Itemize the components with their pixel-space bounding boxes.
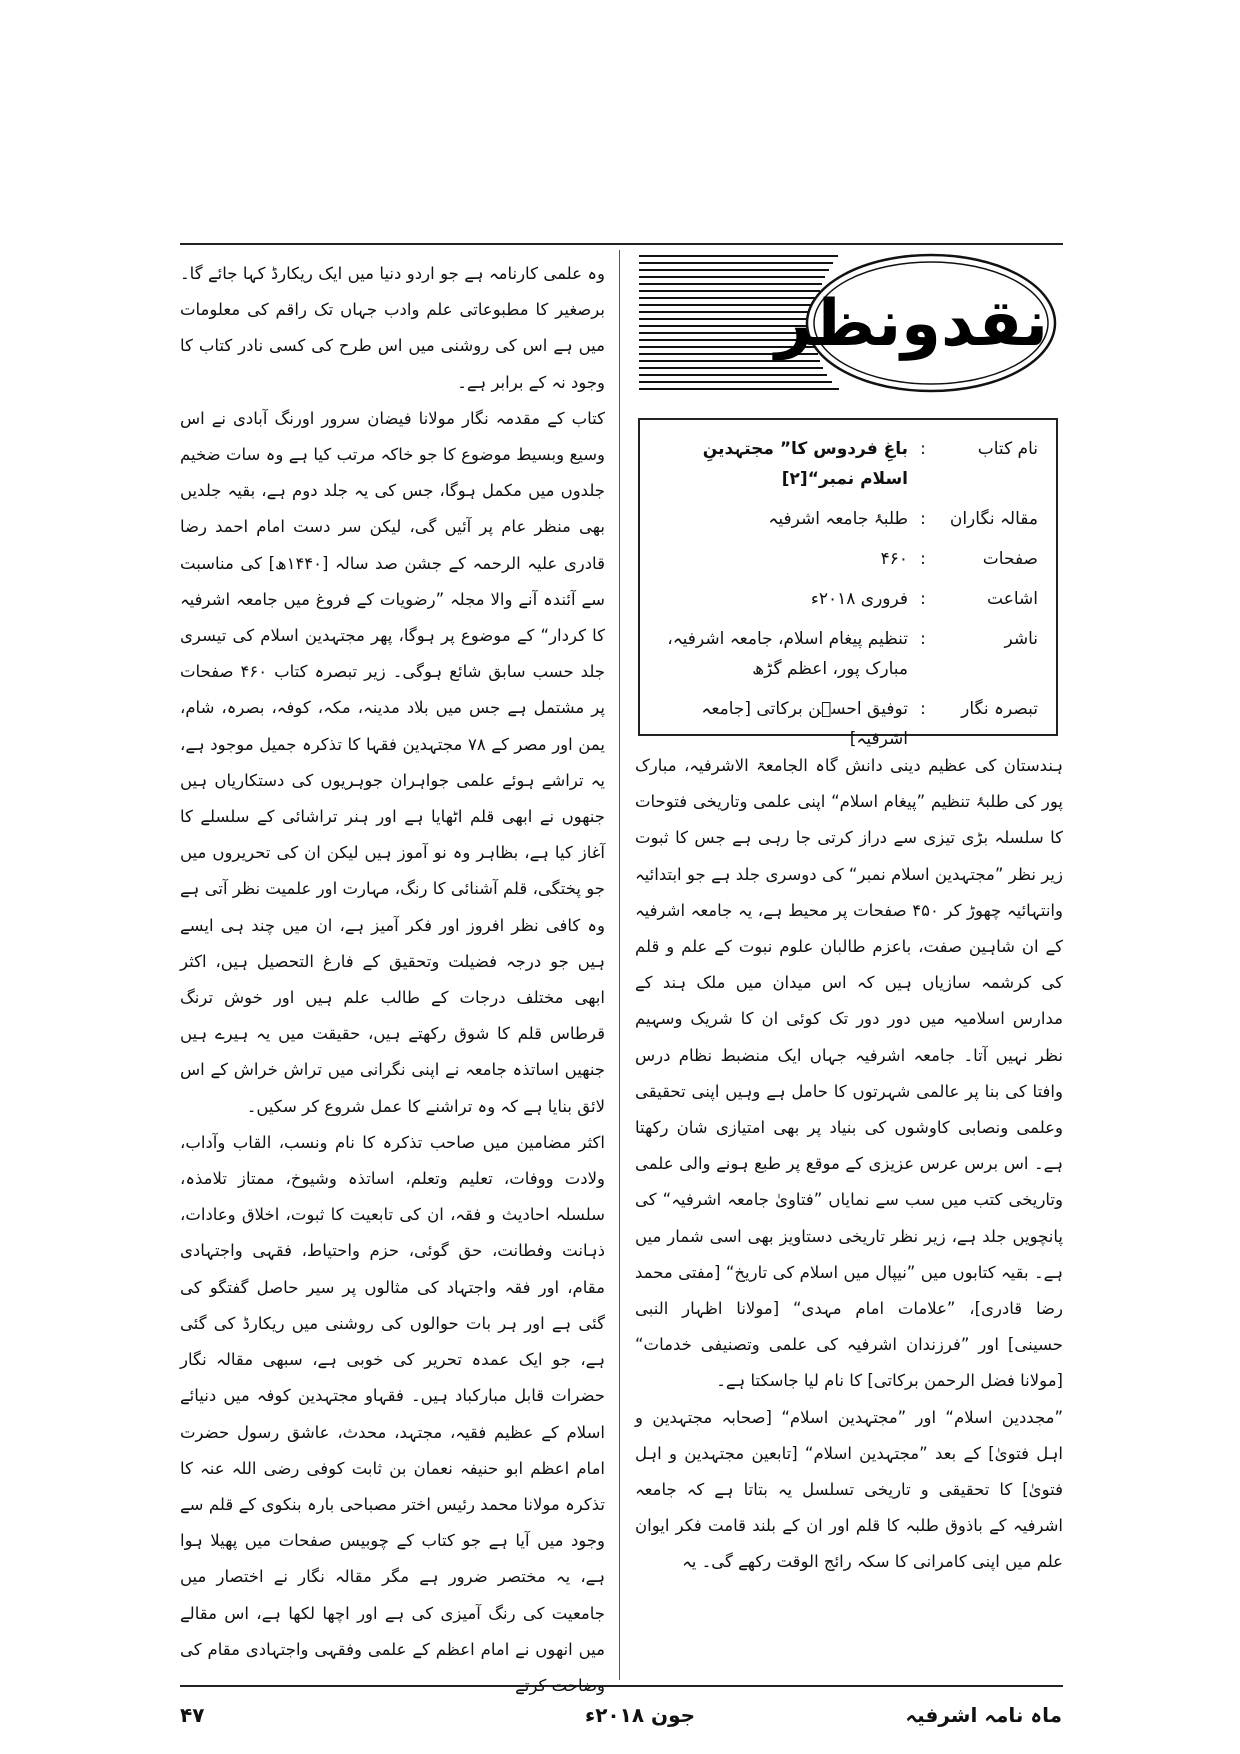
footer-issue-date: جون ۲۰۱۸ء [584,1703,696,1727]
info-colon: : [920,589,926,609]
info-colon: : [920,509,926,529]
page-number: ۴۷ [180,1703,205,1727]
info-value: باغِ فردوس کا” مجتہدینِ اسلام نمبر“[۲] [702,439,908,489]
paragraph: وہ علمی کارنامہ ہے جو اردو دنیا میں ایک ریکارڈ کہا جائے گا۔ برصغیر کا مطبوعاتی علم وادب جہاں تک راقم کی معلومات میں ہے اس کی روشنی میں اس طرح کی کسی نادر کتاب کا وجود نہ کے برابر ہے۔ [180,264,605,392]
info-value: تنظیم پیغام اسلام، جامعہ اشرفیہ، مبارک پور، اعظم گڑھ [667,629,908,679]
info-colon: : [920,699,926,719]
paragraph: اکثر مضامین میں صاحب تذکرہ کا نام ونسب، القاب وآداب، ولادت ووفات، تعلیم وتعلم، اساتذہ وشیوخ، ممتاز تلامذہ، سلسلہ احادیث و فقہ، ان کی تابعیت کا ثبوت، اخلاق وعادات، ذہانت وفطانت، حق گوئی، حزم واحتیاط، فقہی واجتہادی مقام، اور فقہ واجتہاد کی مثالوں پر سیر حاصل گفتگو کی گئی ہے اور ہر بات حوالوں کی روشنی میں ریکارڈ کی گئی ہے، جو ایک عمدہ تحریر کی خوبی ہے، سبھی مقالہ نگار حضرات قابل مبارکباد ہیں۔ فقہاو مجتہدین کوفہ میں دنیائے اسلام کے عظیم فقیہ، مجتہد، محدث، عاشق رسول حضرت امام اعظم ابو حنیفہ نعمان بن ثابت کوفی رضی اللہ عنہ کا تذکرہ مولانا محمد رئیس اختر مصباحی بارہ بنکوی کے قلم سے وجود میں آیا ہے جو کتاب کے چوبیس صفحات میں پھیلا ہوا ہے، یہ مختصر ضرور ہے مگر مقالہ نگار نے اختصار میں جامعیت کی رنگ آمیزی کی ہے اور اچھا لکھا ہے، اس مقالے میں انھوں نے امام اعظم کے علمی وفقہی واجتہادی مقام کی وضاحت کرتے [180,1132,605,1695]
info-value: فروری ۲۰۱۸ء [810,589,908,609]
info-colon: : [920,629,926,649]
info-row-book-name [654,434,1038,494]
info-row-publisher [654,624,1038,684]
book-info-box [638,418,1058,749]
info-row-publication [654,584,1038,614]
info-label: نام کتاب [977,439,1038,459]
paragraph: ”مجددین اسلام“ اور ”مجتہدین اسلام“ [صحابہ مجتہدین و اہل فتویٰ] کے بعد ”مجتہدین اسلام“ [تابعین مجتہدین و اہل فتویٰ] کا تحقیقی و تاریخی تسلسل یہ بتاتا ہے کہ جامعہ اشرفیہ کے باذوق طلبہ کا قلم اور ان کے بلند قامت فکر ایوان علم میں اپنی کامرانی کا سکہ رائج الوقت رکھے گی۔ یہ [635,1407,1063,1572]
info-value: طلبۂ جامعہ اشرفیہ [768,509,908,529]
info-label: مقالہ نگاران [949,509,1038,529]
info-value: ۴۶۰ [880,549,908,569]
info-colon: : [920,439,926,459]
info-label: تبصرہ نگار [961,699,1038,719]
section-title-emblem [633,250,1063,400]
left-text-column [180,256,605,1704]
info-row-reviewer [654,694,1038,754]
info-row-authors [654,504,1038,534]
info-row-pages [654,544,1038,574]
info-label: ناشر [1004,629,1038,649]
paragraph: کتاب کے مقدمہ نگار مولانا فیضان سرور اورنگ آبادی نے اس وسیع وبسیط موضوع کا جو خاکہ مرتب کیا ہے وہ سات ضخیم جلدوں میں مکمل ہوگا، جس کی یہ جلد دوم ہے، بقیہ جلدیں بھی منظر عام پر آئیں گی، لیکن سر دست امام احمد رضا قادری علیہ الرحمہ کے جشن صد سالہ [۱۴۴۰ھ] کی مناسبت سے آئندہ آنے والا مجلہ ”رضویات کے فروغ میں جامعہ اشرفیہ کا کردار“ کے موضوع پر ہوگا، پھر مجتہدین اسلام کی تیسری جلد حسب سابق شائع ہوگی۔ زیر تبصرہ کتاب ۴۶۰ صفحات پر مشتمل ہے جس میں بلاد مدینہ، مکہ، کوفہ، بصرہ، شام، یمن اور مصر کے ۷۸ مجتہدین فقہا کا تذکرہ جمیل موجود ہے، یہ تراشے ہوئے علمی جواہران جوہریوں کی دستکاریاں ہیں جنھوں نے ابھی قلم اٹھایا ہے اور ہنر تراشائی کے سلسلے کا آغاز کیا ہے، بظاہر وہ نو آموز ہیں لیکن ان کی تحریروں میں جو پختگی، قلم آشنائی کا رنگ، مہارت اور علمیت نظر آتی ہے وہ کافی نظر افروز اور فکر آمیز ہے، ان میں چند ہی ایسے ہیں جو درجہ فضیلت وتحقیق کے فارغ التحصیل ہیں، اکثر ابھی مختلف درجات کے طالب علم ہیں اور خوش ترنگ قرطاس قلم کا شوق رکھتے ہیں، حقیقت میں یہ ہیرے ہیں جنھیں اساتذہ جامعہ نے اپنی نگرانی میں تراش خراش کے اس لائق بنایا ہے کہ وہ تراشنے کا عمل شروع کر سکیں۔ [180,408,606,1116]
section-title: نقدونظر [774,287,1048,361]
info-label: اشاعت [987,589,1038,609]
info-value: توفیق احسؔن برکاتی [جامعہ اشرفیہ] [701,699,908,749]
info-label: صفحات [982,549,1038,569]
paragraph: ہندستان کی عظیم دینی دانش گاہ الجامعۃ الاشرفیہ، مبارک پور کی طلبۂ تنظیم ”پیغام اسلام“ اپنی علمی وتاریخی فتوحات کا سلسلہ بڑی تیزی سے دراز کرتی جا رہی ہے جس کا ثبوت زیر نظر ”مجتہدین اسلام نمبر“ کی دوسری جلد ہے جو ابتدائیہ وانتہائیہ چھوڑ کر ۴۵۰ صفحات پر محیط ہے، یہ جامعہ اشرفیہ کے ان شاہین صفت، باعزم طالبان علوم نبوت کے علم و قلم کی کرشمہ سازیاں ہیں کہ اس میدان میں ملک ہند کے مدارس اسلامیہ میں دور دور تک کوئی ان کا شریک وسہیم نظر نہیں آتا۔ جامعہ اشرفیہ جہاں ایک منضبط نظام درس وافتا کی بنا پر عالمی شہرتوں کا حامل ہے وہیں اپنی تحقیقی وعلمی ونصابی کاوشوں کی بنیاد پر بھی امتیازی شان رکھتا ہے۔ اس برس عرس عزیزی کے موقع پر طبع ہونے والی علمی وتاریخی کتب میں سب سے نمایاں ”فتاویٰ جامعہ اشرفیہ“ کی پانچویں جلد ہے، زیر نظر تاریخی دستاویز بھی اسی شمار میں ہے۔ بقیہ کتابوں میں ”نیپال میں اسلام کی تاریخ“ [مفتی محمد رضا قادری]، ”علامات امام مہدی“ [مولانا اظہار النبی حسینی] اور ”فرزندان اشرفیہ کی علمی وتصنیفی خدمات“ [مولانا فضل الرحمن برکاتی] کا نام لیا جاسکتا ہے۔ [635,756,1063,1391]
info-colon: : [920,549,926,569]
column-divider [619,250,620,1680]
right-text-column [635,748,1063,1581]
footer-magazine-name: ماہ نامہ اشرفیہ [905,1703,1062,1727]
top-rule [180,243,1063,245]
